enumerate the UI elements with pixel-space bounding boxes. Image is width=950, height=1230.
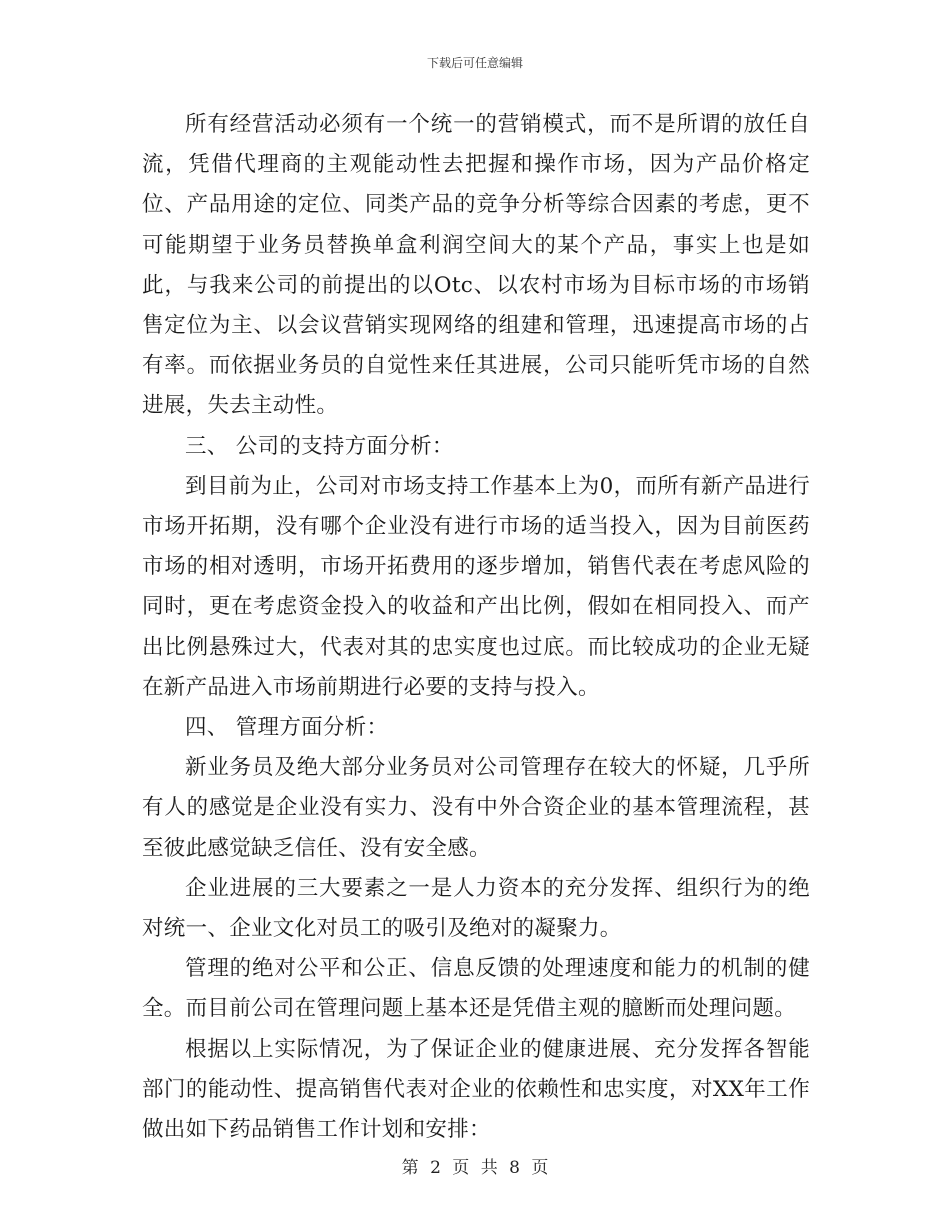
section-heading-support-analysis: 三、 公司的支持方面分析：	[185, 433, 454, 459]
paragraph-management-doubt: 新业务员及绝大部分业务员对公司管理存在较大的怀疑，几乎所有人的感觉是企业没有实力、没有中外合资企业的基本管理流程，甚至彼此感觉缺乏信任、没有安全感。	[142, 755, 810, 861]
paragraph-support-analysis: 到目前为止，公司对市场支持工作基本上为0，而所有新产品进行市场开拓期，没有哪个企业没有进行市场的适当投入，因为目前医药市场的相对透明，市场开拓费用的逐步增加，销售代表在考虑风险的同时，更在考虑资金投入的收益和产出比例，假如在相同投入、而产出比例悬殊过大，代表对其的忠实度也过底。而比较成功的企业无疑在新产品进入市场前期进行必要的支持与投入。	[142, 473, 810, 700]
page-number-footer: 第 2 页 共 8 页	[401, 1158, 549, 1178]
paragraph-marketing-model: 所有经营活动必须有一个统一的营销模式，而不是所谓的放任自流，凭借代理商的主观能动性去把握和操作市场，因为产品价格定位、产品用途的定位、同类产品的竞争分析等综合因素的考虑，更不可能期望于业务员替换单盒利润空间大的某个产品，事实上也是如此，与我来公司的前提出的以Otc、以农村市场为目标市场的市场销售定位为主、以会议营销实现网络的组建和管理，迅速提高市场的占有率。而依据业务员的自觉性来任其进展，公司只能听凭市场的自然进展，失去主动性。	[142, 112, 810, 419]
paragraph-fairness: 管理的绝对公平和公正、信息反馈的处理速度和能力的机制的健全。而目前公司在管理问题上基本还是凭借主观的臆断而处理问题。	[142, 956, 810, 1022]
page-header-note: 下载后可任意编辑	[426, 56, 523, 70]
document-body	[142, 105, 810, 1150]
paragraph-three-elements: 企业进展的三大要素之一是人力资本的充分发挥、组织行为的绝对统一、企业文化对员工的吸引及绝对的凝聚力。	[142, 875, 810, 942]
paragraph-plan-intro: 根据以上实际情况，为了保证企业的健康进展、充分发挥各智能部门的能动性、提高销售代表对企业的依赖性和忠实度，对XX年工作做出如下药品销售工作计划和安排：	[142, 1036, 810, 1143]
section-heading-management-analysis: 四、 管理方面分析：	[185, 715, 389, 741]
